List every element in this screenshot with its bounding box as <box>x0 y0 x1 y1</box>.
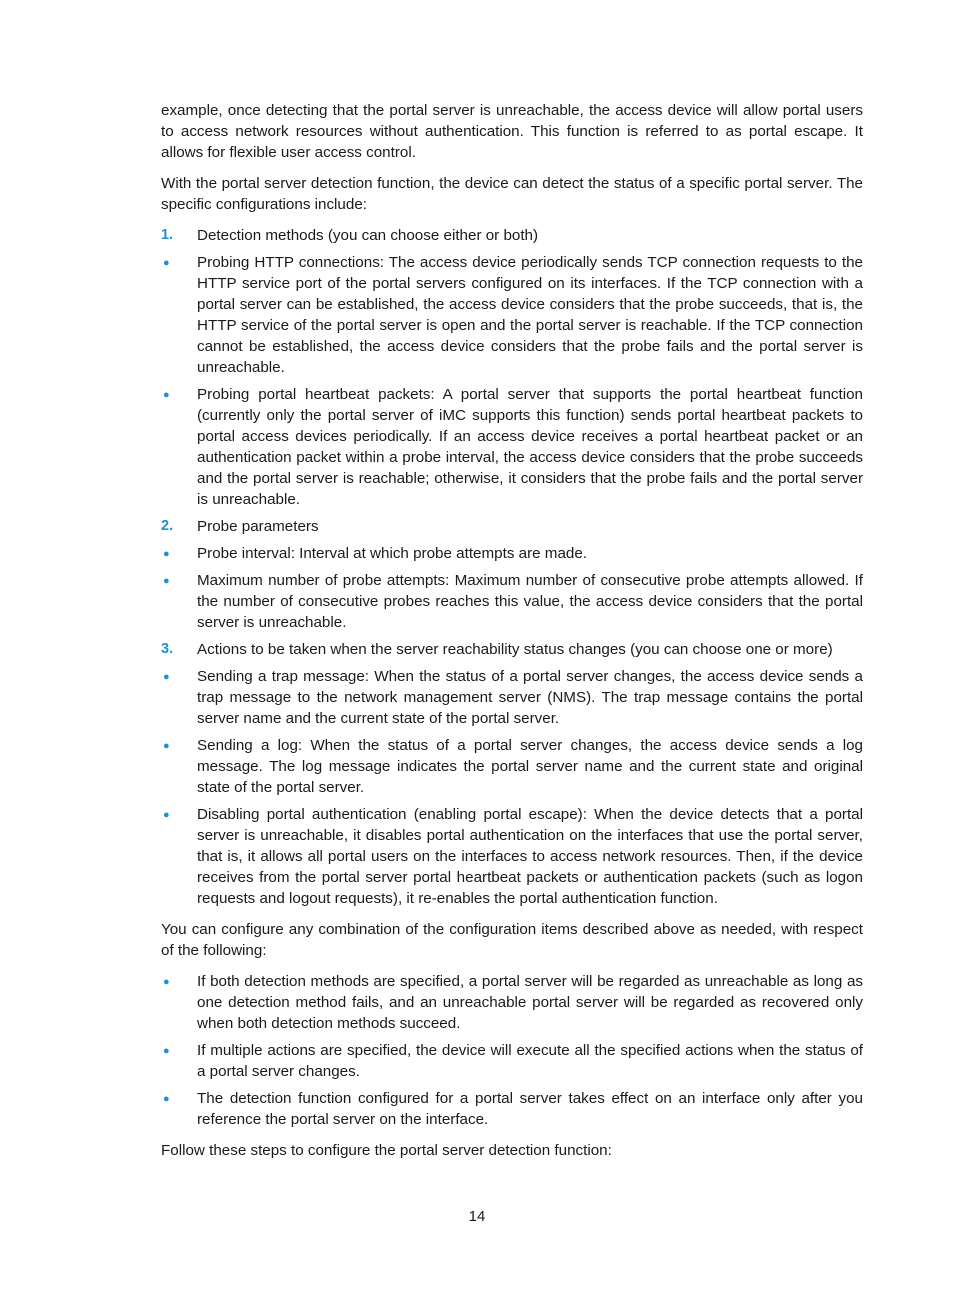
document-body <box>161 100 863 1171</box>
bullet-icon: ● <box>163 809 170 821</box>
bullet-icon: ● <box>163 740 170 752</box>
list-item-text: If both detection methods are specified, a portal server will be regarded as unreachable as long as one detection method fails, and an unreachable portal server will be regarded as recovered only when both detection methods succeed. <box>197 973 863 1032</box>
numbered-item-actions <box>161 639 863 660</box>
list-item-text: Actions to be taken when the server reachability status changes (you can choose one or more) <box>197 641 833 658</box>
bullet-icon: ● <box>163 976 170 988</box>
bullet-item-heartbeat-probe <box>161 384 863 510</box>
bullet-icon: ● <box>163 389 170 401</box>
bullet-item-reference-server <box>161 1088 863 1130</box>
detection-intro-paragraph: With the portal server detection function, the device can detect the status of a specific portal server. The specific configurations include: <box>161 175 863 213</box>
list-item-text: Probing portal heartbeat packets: A portal server that supports the portal heartbeat function (currently only the portal server of iMC supports this function) sends portal heartbeat packets to portal access devices periodically. If an access device receives a portal heartbeat packet or an authentication packet within a probe interval, the access device considers that the probe succeeds and the portal server is reachable; otherwise, it considers that the probe fails and the portal server is unreachable. <box>197 386 863 508</box>
bullet-item-portal-escape <box>161 804 863 909</box>
list-number: 1. <box>161 227 174 243</box>
list-item-text: Probe interval: Interval at which probe attempts are made. <box>197 545 588 562</box>
numbered-item-detection-methods <box>161 225 863 246</box>
list-item-text: The detection function configured for a portal server takes effect on an interface only after you reference the portal server on the interface. <box>197 1090 863 1128</box>
list-item-text: If multiple actions are specified, the device will execute all the specified actions when the status of a portal server changes. <box>197 1042 863 1080</box>
bullet-item-multiple-actions <box>161 1040 863 1082</box>
bullet-item-trap-message <box>161 666 863 729</box>
list-number: 2. <box>161 518 174 534</box>
bullet-icon: ● <box>163 257 170 269</box>
steps-intro-paragraph: Follow these steps to configure the portal server detection function: <box>161 1142 612 1159</box>
intro-paragraph: example, once detecting that the portal server is unreachable, the access device will allow portal users to access network resources without authentication. This function is referred to as portal escape. It allows for flexible user access control. <box>161 102 863 161</box>
list-item-text: Sending a trap message: When the status of a portal server changes, the access device sends a trap message to the network management server (NMS). The trap message contains the portal server name and the current state of the portal server. <box>197 668 863 727</box>
bullet-item-both-methods <box>161 971 863 1034</box>
numbered-item-probe-parameters <box>161 516 863 537</box>
bullet-icon: ● <box>163 548 170 560</box>
bullet-item-probe-interval <box>161 543 863 564</box>
list-number: 3. <box>161 641 174 657</box>
bullet-item-send-log <box>161 735 863 798</box>
bullet-icon: ● <box>163 575 170 587</box>
list-item-text: Probe parameters <box>197 518 319 535</box>
bullet-item-http-probe <box>161 252 863 378</box>
list-item-text: Detection methods (you can choose either or both) <box>197 227 539 244</box>
bullet-icon: ● <box>163 1045 170 1057</box>
combination-paragraph: You can configure any combination of the configuration items described above as needed, with respect of the following: <box>161 921 863 959</box>
list-item-text: Disabling portal authentication (enabling portal escape): When the device detects that a portal server is unreachable, it disables portal authentication on the interfaces that use the portal server, that is, it allows all portal users on the interfaces to access network resources. Then, if the device receives from the portal server portal heartbeat packets or authentication packets (such as logon requests and logout requests), it re-enables the portal authentication function. <box>197 806 863 907</box>
bullet-icon: ● <box>163 671 170 683</box>
page-number: 14 <box>468 1208 486 1225</box>
bullet-icon: ● <box>163 1093 170 1105</box>
list-item-text: Sending a log: When the status of a portal server changes, the access device sends a log message. The log message indicates the portal server name and the current state and original state of the portal server. <box>197 737 863 796</box>
list-item-text: Maximum number of probe attempts: Maximum number of consecutive probe attempts allowed. If the number of consecutive probes reaches this value, the access device considers that the portal server is unreachable. <box>197 572 863 631</box>
bullet-item-max-probe-attempts <box>161 570 863 633</box>
list-item-text: Probing HTTP connections: The access device periodically sends TCP connection requests to the HTTP service port of the portal servers configured on its interfaces. If the TCP connection with a portal server can be established, the access device considers that the probe succeeds, that is, the HTTP service of the portal server is open and the portal server is reachable. If the TCP connection cannot be established, the access device considers that the probe fails and the portal server is unreachable. <box>197 254 863 376</box>
